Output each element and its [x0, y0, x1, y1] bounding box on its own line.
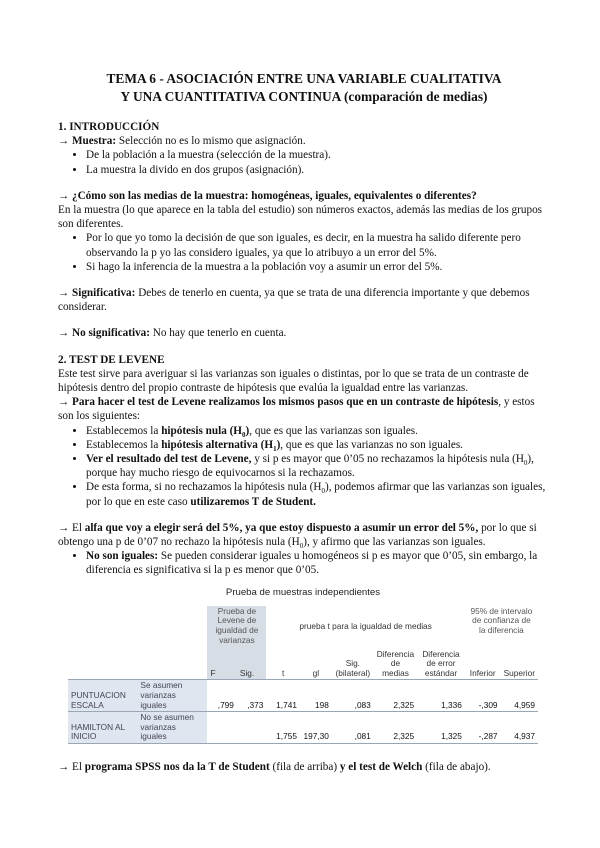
list-item: • De esta forma, si no rechazamos la hipótesis nula $(H_0)$, podemos afirmar que las varianzas son iguales, por lo que en este caso utilizaremos T de Student.: [86, 480, 550, 508]
col-header: Diferencia de error estándar: [417, 649, 465, 680]
levene-header: Prueba de Levene de igualdad de varianzas: [207, 606, 266, 649]
col-header: t: [266, 649, 300, 680]
list-item: • Establecemos la hipótesis alternativa $(H_1)$, que es que las varianzas no son iguales.: [86, 438, 550, 452]
levene-intro: Este test sirve para averiguar si las varianzas son iguales o distintas, por lo que se trata de un contraste de hipótesis dentro del propio contraste de hipótesis que evalúa la igualdad entre las varianzas.: [58, 367, 529, 395]
variable-label: PUNTUACION ESCALA: [68, 680, 137, 712]
question-paragraph: En la muestra (lo que aparece en la tabla del estudio) son números exactos, además las medias de los grupos son diferentes.: [58, 204, 543, 231]
levene-steps-list: [58, 424, 550, 509]
list-item: • No son iguales: Se pueden considerar iguales u homogéneos si p es mayor que 0’05, sin embargo, la diferencia es significativa si la p es menor que 0’05.: [86, 549, 550, 577]
question-heading: → ¿Cómo son las medias de la muestra: homogéneas, iguales, equivalentes o diferentes?: [58, 189, 477, 202]
spss-note-paragraph: → El programa SPSS nos da la T de Student (fila de arriba) y el test de Welch (fila de abajo).: [58, 761, 491, 774]
page-title: TEMA 6 - ASOCIACIÓN ENTRE UNA VARIABLE CUALITATIVA Y UNA CUANTITATIVA CONTINUA (comparación de medias): [106, 71, 502, 104]
spss-table-title: Prueba de muestras independientes: [225, 586, 381, 598]
col-header: Superior: [501, 649, 538, 680]
col-header: Sig.: [237, 649, 266, 680]
section-heading-levene: 2. TEST DE LEVENE: [58, 353, 165, 366]
document-page: [58, 70, 550, 774]
alfa-paragraph: → El alfa que voy a elegir será del 5%, ya que estoy dispuesto a asumir un error del 5%, por lo que si obtengo una p de 0’07 no rechazo la hipótesis nula $(H_0)$, y afirmo que las varianzas son iguales.: [58, 521, 537, 551]
muestra-list: [58, 148, 550, 176]
table-row: HAMILTON AL INICIO No se asumen varianzas iguales 1,755 197,30 ,081 2,325 1,325 -,287 4,937: [68, 712, 538, 744]
list-item: • Por lo que yo tomo la decisión de que son iguales, es decir, en la muestra ha salido diferente pero observando la p yo las considero iguales, ya que lo atribuyo a un error del 5%.: [86, 231, 550, 259]
ci-header: 95% de intervalo de confianza de la diferencia: [470, 605, 533, 636]
list-item: • La muestra la divido en dos grupos (asignación).: [86, 163, 550, 177]
significativa-paragraph: → Significativa: Debes de tenerlo en cuenta, ya que se trata de una diferencia importante y que debemos considerar.: [58, 287, 530, 314]
col-header: Inferior: [465, 649, 501, 680]
question-list: [58, 231, 550, 274]
alfa-list: [58, 549, 550, 577]
levene-steps-paragraph: → Para hacer el test de Levene realizamos los mismos pasos que en un contraste de hipótesis, y estos son los siguientes:: [58, 396, 535, 423]
col-header: F: [207, 649, 236, 680]
list-item: • Establecemos la hipótesis nula $(H_0)$, que es que las varianzas son iguales.: [86, 424, 550, 438]
col-header: gl: [300, 649, 332, 680]
section-heading-introduccion: 1. INTRODUCCIÓN: [58, 121, 160, 133]
col-header: Sig. (bilateral): [332, 649, 374, 680]
list-item: • Ver el resultado del test de Levene, y si p es mayor que 0’05 no rechazamos la hipótesis nula $(H_0)$, porque hay mucho riesgo de equivocarnos si la rechazamos.: [86, 452, 550, 480]
independent-samples-table: [68, 606, 538, 744]
no-significativa-paragraph: → No significativa: No hay que tenerlo en cuenta.: [58, 327, 287, 340]
muestra-paragraph: → Muestra: Selección no es lo mismo que asignación.: [58, 135, 306, 148]
table-row: PUNTUACION ESCALA Se asumen varianzas iguales ,799 ,373 1,741 198 ,083 2,325 1,336 -,309 4,959: [68, 680, 538, 712]
col-header: Diferencia de medias: [374, 649, 417, 680]
list-item: • Si hago la inferencia de la muestra a la población voy a asumir un error del 5%.: [86, 260, 550, 274]
spss-output-table: [68, 586, 538, 744]
assumption-label: Se asumen varianzas iguales: [137, 680, 207, 712]
variable-label: HAMILTON AL INICIO: [68, 712, 137, 744]
ttest-header: prueba t para la igualdad de medias: [299, 621, 432, 632]
assumption-label: No se asumen varianzas iguales: [137, 712, 207, 744]
list-item: • De la población a la muestra (selección de la muestra).: [86, 148, 550, 162]
